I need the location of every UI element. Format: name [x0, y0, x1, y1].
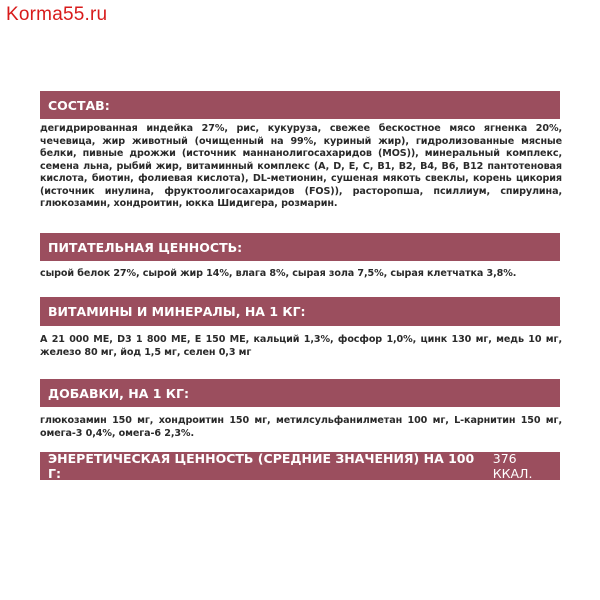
energy-heading: ЭНЕРЕТИЧЕСКАЯ ЦЕННОСТЬ (СРЕДНИЕ ЗНАЧЕНИЯ) НА 100 Г:	[48, 451, 475, 481]
vitamins-heading: ВИТАМИНЫ И МИНЕРАЛЫ, НА 1 КГ:	[48, 304, 306, 319]
watermark-logo: Korma55.ru	[6, 4, 108, 25]
nutrition-heading: ПИТАТЕЛЬНАЯ ЦЕННОСТЬ:	[48, 239, 243, 255]
composition-header	[40, 91, 560, 119]
energy-value: 376 ККАЛ.	[492, 451, 533, 481]
nutrition-text: сырой белок 27%, сырой жир 14%, влага 8%, сырая зола 7,5%, сырая клетчатка 3,8%.	[40, 268, 517, 279]
composition-heading: СОСТАВ:	[48, 97, 110, 113]
additives-heading: ДОБАВКИ, НА 1 КГ:	[48, 385, 189, 401]
vitamins-header	[40, 297, 560, 326]
additives-header	[40, 379, 560, 407]
vitamins-text: A 21 000 ME, D3 1 800 ME, E 150 ME, кальций 1,3%, фосфор 1,0%, цинк 130 мг, медь 10 мг, железо 80 мг, йод 1,5 мг, селен 0,3 мг	[40, 334, 562, 358]
additives-text: глюкозамин 150 мг, хондроитин 150 мг, метилсульфанилметан 100 мг, L-карнитин 150 мг, омега-3 0,4%, омега-6 2,3%.	[40, 415, 562, 439]
nutrition-header	[40, 233, 560, 261]
composition-text: дегидрированная индейка 27%, рис, кукуруза, свежее бескостное мясо ягненка 20%, чечевица, жир животный (очищенный на 99%, куриный жир), гидролизованные мясные белки, пивные дрожжи (источник маннанолигосахаридов (MOS)), минеральный комплекс, семена льна, рыбий жир, витаминный комплекс (A, D, E, C, B1, B2, B4, B6, B12 пантотеновая кислота, биотин, фолиевая кислота), DL-метионин, сушеная мякоть свеклы, корень цикория (источник инулина, фруктоолигосахаридов (FOS)), расторопша, псиллиум, спирулина, глюкозамин, хондроитин, юкка Шидигера, розмарин.	[40, 123, 562, 209]
energy-header	[40, 452, 560, 480]
